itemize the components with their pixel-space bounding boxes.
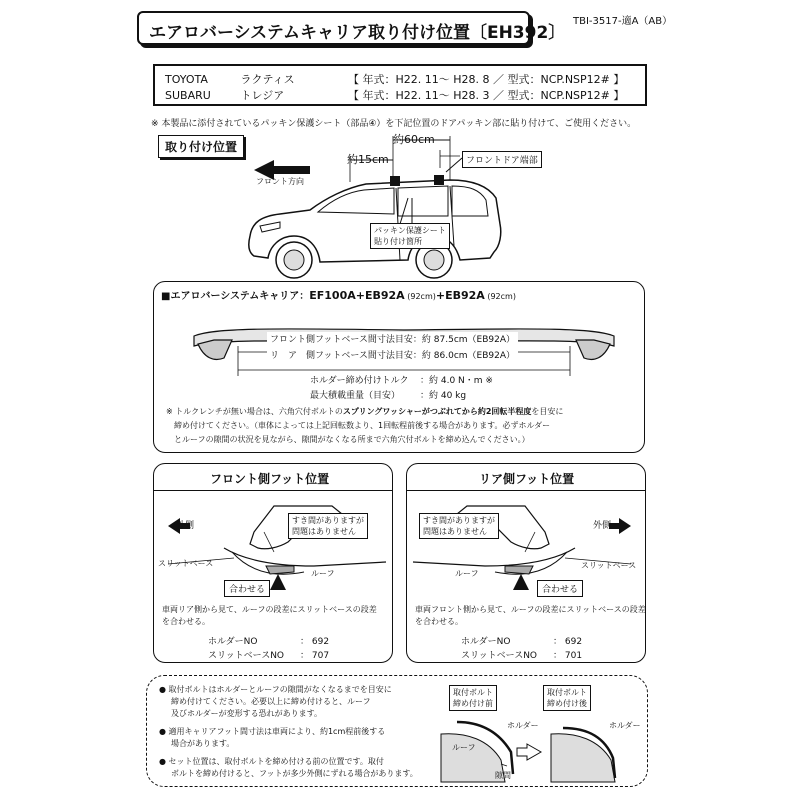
rear-gap-note-line2: 問題はありません xyxy=(423,527,487,536)
front-gap-note-line1: すき間がありますが xyxy=(292,516,364,525)
before-tighten-line1: 取付ボルト xyxy=(453,688,493,697)
torque-note-2: 締め付けてください。（車体によっては上記回転数より、1回転程前後する場合があります。必ずホルダー xyxy=(174,421,551,430)
note-1-line1: ● 取付ボルトはホルダーとルーフの隙間がなくなるまでを目安に xyxy=(159,685,392,694)
torque-note-1a: ※ トルクレンチが無い場合は、六角穴付ボルトの xyxy=(166,407,343,416)
rear-slit-value: ： 701 xyxy=(553,651,583,661)
page-title: エアロバーシステムキャリア取り付け位置〔EH392〕 xyxy=(149,23,566,43)
load-row xyxy=(310,388,466,401)
front-gap-note-line2: 問題はありません xyxy=(292,527,356,536)
carrier-box xyxy=(153,281,645,453)
rear-foot-box xyxy=(406,463,646,663)
rear-gap-note-line1: すき間がありますが xyxy=(423,516,495,525)
gap-label: 隙間 xyxy=(495,771,511,780)
car-diagram xyxy=(150,128,650,280)
carrier-title-plus: +EB92A xyxy=(435,289,485,302)
packing-sheet-line1: パッキン保護シート xyxy=(374,226,446,235)
rear-roof-label: ルーフ xyxy=(455,569,479,578)
torque-note-1b: スプリングワッシャーがつぶれてから約2回転半程度 xyxy=(342,407,532,416)
torque-value: ：約 4.0 N・m ※ xyxy=(420,376,493,386)
notes-box xyxy=(146,675,648,787)
front-align-label: 合わせる xyxy=(224,580,270,597)
rear-foot-drawing xyxy=(407,492,645,600)
vehicle-maker: TOYOTA xyxy=(165,73,208,86)
front-slit-label: スリットベースNO xyxy=(208,651,285,661)
after-tighten-line2: 締め付け後 xyxy=(547,699,587,708)
align-pointer-icon xyxy=(270,574,286,590)
torque-row xyxy=(310,373,493,386)
vehicle-spec: 【 年式：H22. 11〜 H28. 3 ／ 型式：NCP.NSP12# 】 xyxy=(348,89,625,102)
packing-sheet-label xyxy=(370,223,450,249)
torque-note-3: とルーフの隙間の状況を見ながら、隙間がなくなる所まで六角穴付ボルトを締め込んでください。） xyxy=(174,435,530,444)
front-foot-drawing xyxy=(154,492,392,600)
vehicle-row-toyota xyxy=(165,71,624,87)
front-gap-note xyxy=(288,513,368,539)
vehicle-box xyxy=(153,64,647,106)
document-code: TBI-3517-適A（AB） xyxy=(573,16,673,27)
front-foot-title: フロント側フット位置 xyxy=(210,472,330,486)
front-holder-value: ： 692 xyxy=(300,637,330,647)
vehicle-row-subaru xyxy=(165,87,624,103)
front-span: フロント側フットベース間寸法目安：約 87.5cm（EB92A） xyxy=(267,332,518,345)
front-foot-desc-1: 車両リア側から見て、ルーフの段差にスリットベースの段差 xyxy=(162,605,377,614)
rear-foot-desc-1: 車両フロント側から見て、ルーフの段差にスリットベースの段差 xyxy=(415,605,646,614)
front-roof-label: ルーフ xyxy=(311,569,335,578)
front-slit-base-label: スリットベース xyxy=(158,559,214,568)
rear-foot-desc-2: を合わせる。 xyxy=(415,617,463,626)
front-foot-box xyxy=(153,463,393,663)
vehicle-model: ラクティス xyxy=(240,73,295,86)
front-foot-title-rule xyxy=(154,490,392,491)
carrier-title-prefix: ■エアロバーシステムキャリア： xyxy=(161,291,310,302)
carrier-title-size1: (92cm) xyxy=(404,292,436,301)
carrier-title-size2: (92cm) xyxy=(484,292,516,301)
note-3-line1: ● セット位置は、取付ボルトを締め付ける前の位置です。取付 xyxy=(159,757,384,766)
position-label: 取り付け位置 xyxy=(165,140,238,154)
torque-label: ホルダー締め付けトルク xyxy=(310,376,409,386)
torque-note-1c: を目安に xyxy=(531,407,564,416)
torque-note-1 xyxy=(166,406,563,417)
front-slit-value: ： 707 xyxy=(300,651,330,661)
rear-gap-note xyxy=(419,513,499,539)
note-1-line3: 及びホルダーが変形する恐れがあります。 xyxy=(171,709,323,718)
rear-slit-base-label: スリットベース xyxy=(581,561,637,570)
vehicle-spec: 【 年式：H22. 11〜 H28. 8 ／ 型式：NCP.NSP12# 】 xyxy=(348,73,625,86)
carrier-title xyxy=(161,287,516,302)
transition-arrow-icon xyxy=(517,744,541,760)
note-3-line2: ボルトを締め付けると、フットが多少外側にずれる場合があります。 xyxy=(171,769,418,778)
after-tighten-label xyxy=(543,685,591,711)
after-tighten-line1: 取付ボルト xyxy=(547,688,587,697)
approx-15cm-label: 約15cm xyxy=(347,153,389,166)
rear-holder-value: ： 692 xyxy=(553,637,583,647)
rear-slit-row xyxy=(461,648,582,661)
before-tighten-line2: 締め付け前 xyxy=(453,699,493,708)
rear-outside-label: 外側 xyxy=(593,521,612,531)
front-outside-label: 外側 xyxy=(176,521,195,531)
note-1-line2: 締め付けてください。必要以上に締め付けると、ルーフ xyxy=(171,697,371,706)
front-foot-desc-2: を合わせる。 xyxy=(162,617,210,626)
packing-sheet-line2: 貼り付け箇所 xyxy=(374,237,422,246)
rear-foot-title-rule xyxy=(407,490,645,491)
rear-slit-label: スリットベースNO xyxy=(461,651,538,661)
roof-label: ルーフ xyxy=(452,743,476,752)
load-value: ：約 40 kg xyxy=(420,391,467,401)
before-tighten-label xyxy=(449,685,497,711)
rear-align-label: 合わせる xyxy=(537,580,583,597)
front-holder-label: ホルダーNO xyxy=(208,637,258,647)
align-pointer-icon xyxy=(513,574,529,590)
vehicle-model: トレジア xyxy=(240,89,285,102)
holder-label-after: ホルダー xyxy=(609,721,641,730)
front-door-edge-label: フロントドア端部 xyxy=(462,151,542,168)
vehicle-maker: SUBARU xyxy=(165,89,211,102)
carrier-title-model: EF100A+EB92A xyxy=(309,289,405,302)
rear-holder-label: ホルダーNO xyxy=(461,637,511,647)
holder-label-before: ホルダー xyxy=(507,721,539,730)
rear-span: リ ア 側フットベース間寸法目安：約 86.0cm（EB92A） xyxy=(267,348,518,361)
outside-arrow-right-icon xyxy=(609,518,631,534)
rear-holder-row xyxy=(461,634,582,647)
load-label: 最大積載重量（目安） xyxy=(310,391,401,401)
front-direction-label: フロント方向 xyxy=(256,177,304,186)
front-holder-row xyxy=(208,634,329,647)
page-title-box xyxy=(137,11,566,45)
rear-foot-title: リア側フット位置 xyxy=(479,472,575,486)
packing-notice: ※ 本製品に添付されているパッキン保護シート（部品④）を下記位置のドアパッキン部に貼り付けて、ご使用ください。 xyxy=(151,119,637,129)
note-2-line1: ● 適用キャリアフット間寸法は車両により、約1cm程前後する xyxy=(159,727,386,736)
approx-60cm-label: 約60cm xyxy=(393,133,435,146)
note-2-line2: 場合があります。 xyxy=(171,739,235,748)
front-slit-row xyxy=(208,648,329,661)
